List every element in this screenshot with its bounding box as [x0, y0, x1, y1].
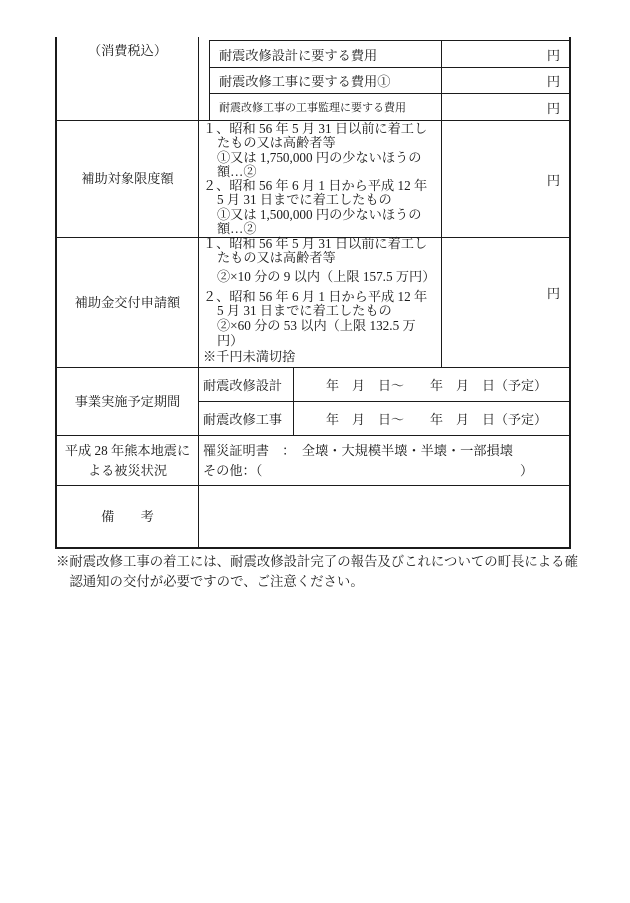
tax-included-label — [57, 37, 198, 120]
subsidy-limit-conditions — [199, 120, 441, 237]
damage-status-content — [199, 436, 569, 485]
yen-unit: 円 — [546, 74, 560, 89]
schedule-period-construction: 年 月 日～ 年 月 日（予定） — [325, 412, 547, 427]
footnote — [56, 552, 578, 592]
damage-status-label-line: 平成 28 年熊本地震に — [64, 442, 191, 458]
condition-line: 額…② — [217, 221, 257, 237]
condition-line: ①又は 1,750,000 円の少ないほうの — [217, 149, 422, 165]
yen-unit: 円 — [546, 100, 560, 116]
subsidy-limit-amount-field — [442, 121, 569, 237]
design-cost-amount-field — [442, 41, 569, 67]
condition-line: 5 月 31 日までに着工したもの — [217, 303, 392, 319]
disaster-certificate-options: 罹災証明書 ： 全壊・大規模半壊・半壊・一部損壊 — [203, 443, 513, 458]
schedule-item-design: 耐震改修設計 — [203, 378, 283, 393]
remarks-label — [57, 486, 198, 548]
condition-line: １、昭和 56 年 5 月 31 日以前に着工し — [203, 236, 428, 251]
condition-line: 円） — [217, 332, 244, 348]
condition-line: ２、昭和 56 年 6 月 1 日から平成 12 年 — [203, 288, 428, 304]
subsidy-request-label — [57, 238, 198, 367]
subsidy-request-amount-field — [442, 238, 569, 346]
condition-line: 額…② — [217, 163, 257, 179]
subsidy-limit-label — [57, 121, 198, 237]
other-damage-open: その他：（ — [203, 463, 263, 478]
supervision-cost-label: 耐震改修工事の工事監理に要する費用 — [219, 102, 406, 114]
condition-line: たもの又は高齢者等 — [217, 250, 336, 266]
subsidy-request-conditions — [199, 237, 441, 367]
yen-unit: 円 — [546, 47, 560, 63]
condition-line: ②×60 分の 53 以内（上限 132.5 万 — [217, 318, 416, 334]
rounding-note: ※千円未満切捨 — [203, 349, 296, 365]
schedule-label — [57, 368, 198, 435]
schedule-label-text: 事業実施予定期間 — [74, 393, 181, 409]
other-damage-close: ） — [520, 463, 534, 478]
subsidy-request-label-text: 補助金交付申請額 — [74, 294, 181, 310]
footnote-line: 認通知の交付が必要ですので、ご注意ください。 — [69, 574, 364, 589]
design-cost-label: 耐震改修設計に要する費用 — [219, 47, 378, 63]
condition-line: ①又は 1,500,000 円の少ないほうの — [217, 206, 422, 222]
condition-line: １、昭和 56 年 5 月 31 日以前に着工し — [203, 121, 428, 136]
other-damage-line — [203, 461, 565, 481]
condition-line: 5 月 31 日までに着工したもの — [217, 192, 392, 208]
damage-status-label — [57, 436, 198, 485]
footnote-line: ※耐震改修工事の着工には、耐震改修設計完了の報告及びこれについての町長による確 — [56, 554, 578, 569]
subsidy-limit-label-text: 補助対象限度額 — [81, 171, 174, 186]
condition-line: ②×10 分の 9 以内（上限 157.5 万円） — [217, 268, 436, 284]
damage-status-label-line: よる被災状況 — [87, 462, 168, 478]
tax-included-text: （消費税込） — [87, 43, 168, 58]
construction-cost-amount-field — [442, 68, 569, 93]
schedule-item-construction: 耐震改修工事 — [203, 412, 283, 427]
supervision-cost-amount-field — [442, 94, 569, 120]
condition-line: たもの又は高齢者等 — [217, 135, 336, 151]
remarks-field — [199, 486, 569, 548]
condition-line: ２、昭和 56 年 6 月 1 日から平成 12 年 — [203, 178, 428, 194]
construction-cost-label: 耐震改修工事に要する費用① — [219, 74, 391, 89]
schedule-period-design: 年 月 日～ 年 月 日（予定） — [325, 378, 547, 393]
yen-unit: 円 — [546, 285, 560, 301]
remarks-label-text: 備 考 — [101, 509, 154, 524]
yen-unit: 円 — [546, 172, 560, 188]
